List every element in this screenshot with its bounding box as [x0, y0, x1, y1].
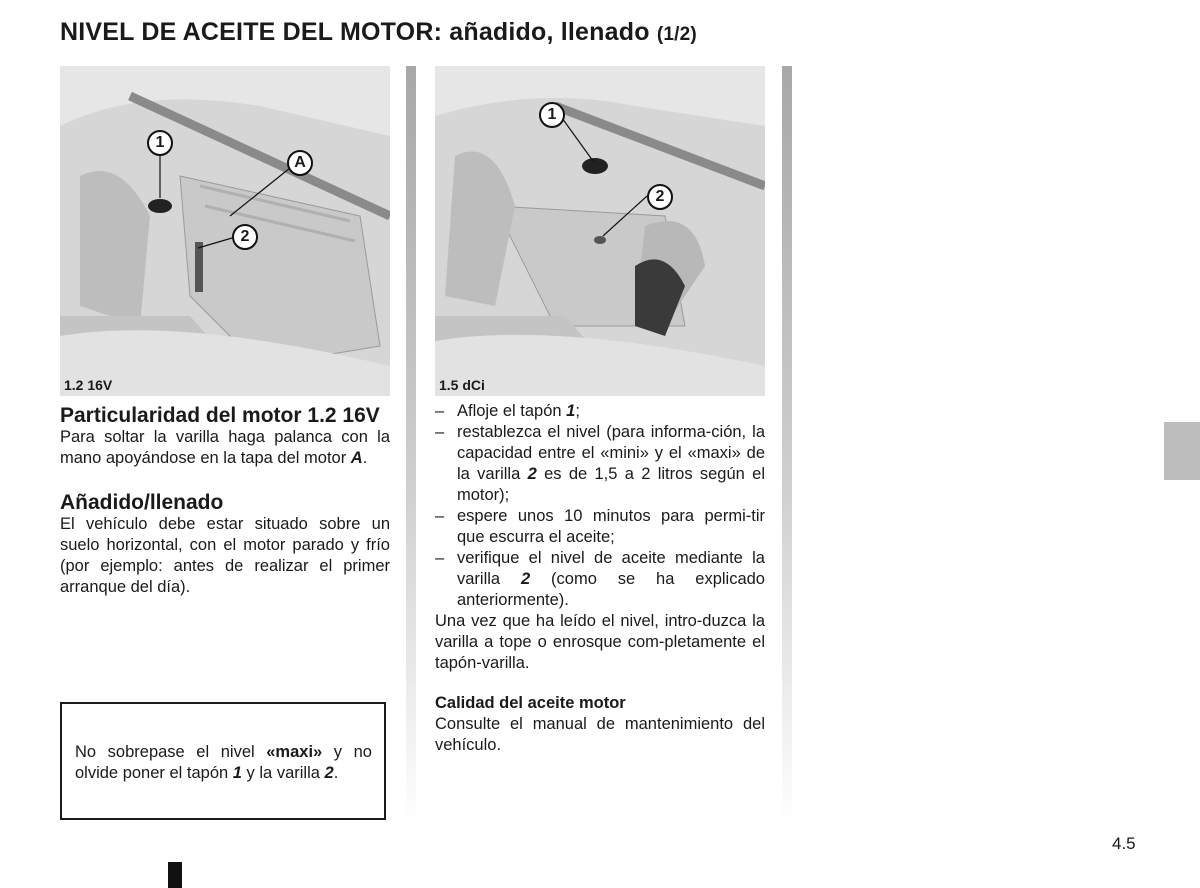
column-separator [406, 66, 416, 826]
chapter-tab [1164, 422, 1200, 480]
page-title: NIVEL DE ACEITE DEL MOTOR: añadido, llenado (1/2) [60, 18, 697, 46]
subheading: Calidad del aceite motor [435, 694, 626, 712]
paragraph: Consulte el manual de mantenimiento del vehículo. [435, 715, 765, 754]
paragraph: Para soltar la varilla haga palanca con la mano apoyándose en la tapa del motor A. [60, 428, 390, 467]
list-item: – Afloje el tapón 1; [435, 402, 580, 420]
figure-caption: 1.2 16V [64, 377, 113, 393]
engine-figure-1-2-16v [60, 66, 390, 396]
crop-mark [168, 862, 182, 888]
paragraph: Una vez que ha leído el nivel, intro-duzca la varilla a tope o enrosque com-pletamente el tapón-varilla. [435, 612, 765, 672]
warning-box: No sobrepase el nivel «maxi» y no olvide poner el tapón 1 y la varilla 2. [60, 702, 386, 820]
right-column [435, 401, 765, 756]
figure-caption: 1.5 dCi [439, 377, 485, 393]
list-item: – verifique el nivel de aceite mediante la varilla 2 (como se ha explicado anteriormente). [435, 549, 765, 609]
ref-a: A [350, 449, 363, 467]
title-suffix: (1/2) [656, 24, 697, 45]
left-column [60, 404, 390, 598]
callout-1: 1 [147, 130, 173, 156]
page-number: 4.5 [1112, 834, 1136, 853]
paragraph: El vehículo debe estar situado sobre un suelo horizontal, con el motor parado y frío (por ejemplo: antes de realizar el primer arranque del día). [60, 515, 390, 596]
callout-2: 2 [232, 224, 258, 250]
callout-1: 1 [539, 102, 565, 128]
column-separator [782, 66, 792, 826]
section-heading: Particularidad del motor 1.2 16V [60, 404, 380, 427]
engine-figure-1-5-dci [435, 66, 765, 396]
callout-2: 2 [647, 184, 673, 210]
callout-a: A [287, 150, 313, 176]
list-item: – restablezca el nivel (para informa-ción, la capacidad entre el «mini» y el «maxi» de la varilla 2 es de 1,5 a 2 litros según el motor); [435, 423, 765, 504]
list-item: – espere unos 10 minutos para permi-tir que escurra el aceite; [435, 507, 765, 546]
section-heading: Añadido/llenado [60, 491, 224, 514]
